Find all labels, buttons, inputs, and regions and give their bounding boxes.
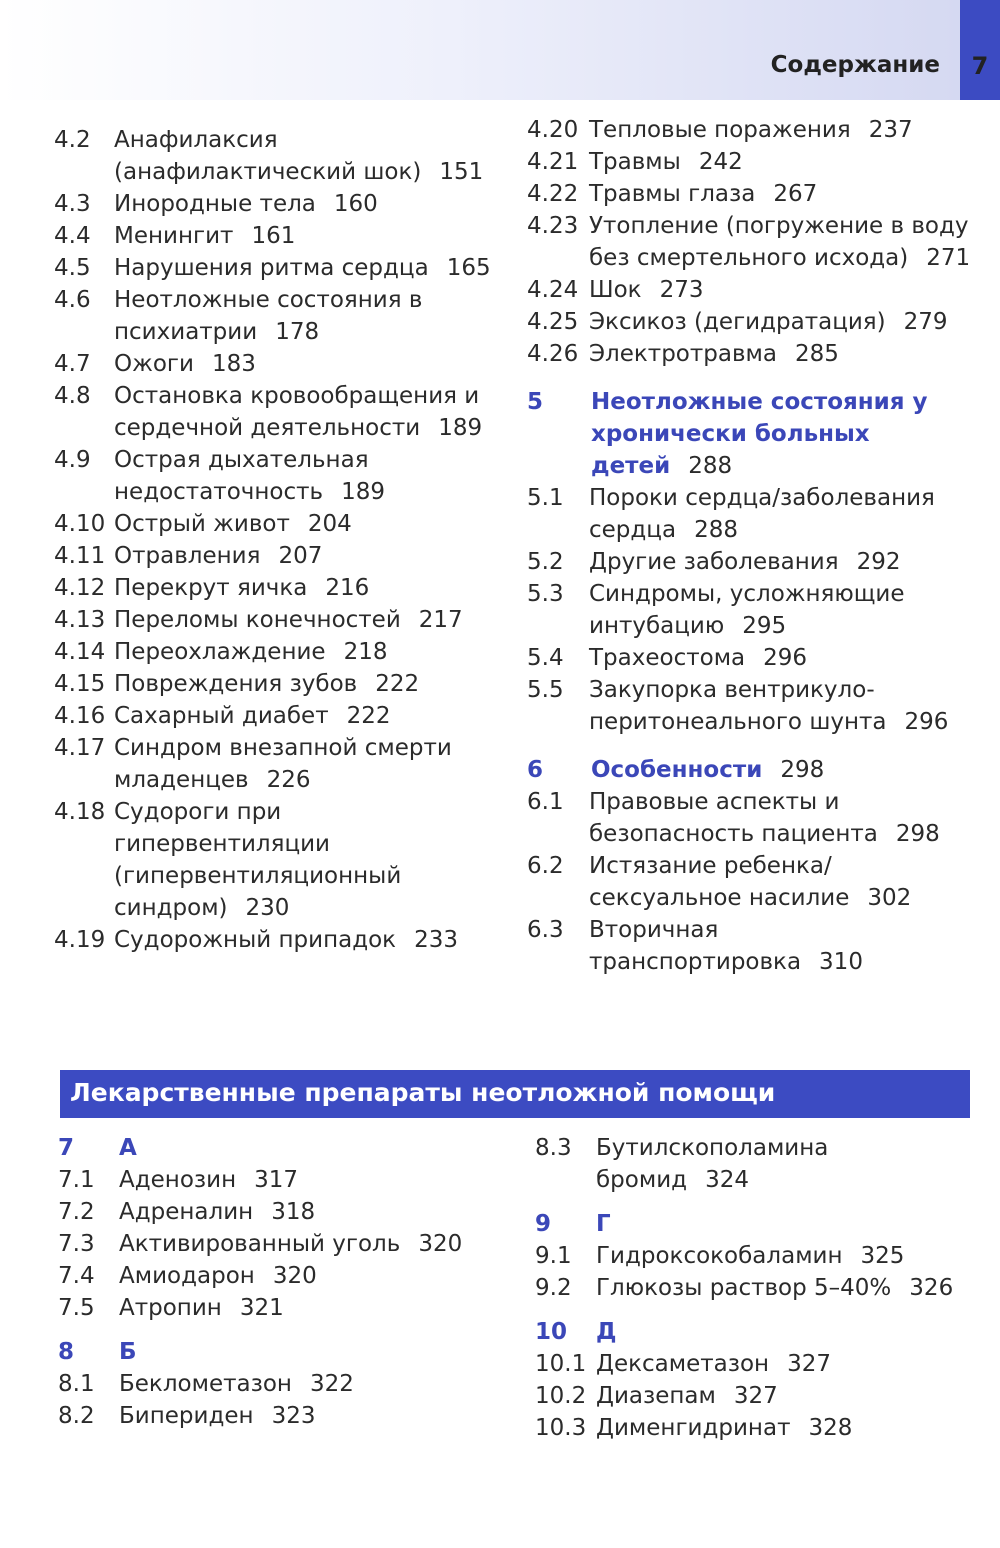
entry-number: 4.26 (527, 341, 579, 367)
entry-page: 320 (418, 1231, 463, 1257)
entry-title: Активированный уголь (119, 1231, 401, 1257)
toc-entry[interactable] (527, 546, 977, 578)
toc-entry[interactable] (58, 1164, 498, 1196)
entry-title: Синдромы, усложняющие интубацию (589, 581, 905, 639)
entry-number: 4.20 (527, 117, 579, 143)
entry-number: 10.3 (535, 1415, 587, 1441)
entry-number: 4.23 (527, 213, 579, 239)
entry-title: Судороги при гипервентиляции (гипервентиляционный синдром) (114, 799, 402, 921)
entry-number: 4.9 (54, 447, 91, 473)
entry-page: 327 (787, 1351, 831, 1377)
entry-title: Пороки сердца/заболевания сердца (589, 485, 935, 543)
entry-page: 273 (659, 277, 704, 303)
entry-page: 288 (694, 517, 738, 543)
chapter-letter: Г (596, 1211, 611, 1237)
entry-title: Шок (589, 277, 642, 303)
entry-number: 4.22 (527, 181, 579, 207)
entry-title: Трахеостома (589, 645, 746, 671)
chapter-letter: Б (119, 1339, 137, 1365)
toc-entry[interactable] (54, 572, 494, 604)
entry-title: Неотложные состояния в психиатрии (114, 287, 423, 345)
toc-entry[interactable] (54, 508, 494, 540)
entry-number: 6.2 (527, 853, 564, 879)
entry-page: 207 (278, 543, 323, 569)
entry-title: Адреналин (119, 1199, 254, 1225)
entry-number: 4.18 (54, 799, 106, 825)
entry-title: Нарушения ритма сердца (114, 255, 429, 281)
letter-heading[interactable] (535, 1316, 975, 1348)
entry-number: 7.1 (58, 1167, 95, 1193)
toc-entry[interactable] (54, 252, 494, 284)
chapter-title: Особенности (591, 757, 763, 783)
toc-entry[interactable] (54, 540, 494, 572)
entry-page: 204 (307, 511, 352, 537)
entry-title: Гидроксокобаламин (596, 1243, 843, 1269)
toc-entry[interactable] (54, 732, 494, 796)
entry-page: 151 (439, 159, 484, 185)
entry-number: 7.5 (58, 1295, 95, 1321)
chapter-number: 7 (58, 1135, 75, 1161)
entry-number: 7.3 (58, 1231, 95, 1257)
entry-page: 322 (309, 1371, 354, 1397)
toc-entry[interactable] (527, 338, 977, 370)
toc-list (535, 1132, 975, 1196)
toc-entry[interactable] (54, 188, 494, 220)
entry-number: 8.3 (535, 1135, 572, 1161)
drugs-section-banner: Лекарственные препараты неотложной помощи (60, 1070, 970, 1118)
entry-page: 178 (275, 319, 320, 345)
entry-page: 222 (375, 671, 420, 697)
entry-page: 302 (867, 885, 912, 911)
toc-left-column (54, 124, 494, 956)
letter-heading[interactable] (535, 1208, 975, 1240)
entry-page: 295 (742, 613, 787, 639)
toc-list (54, 124, 494, 956)
entry-page: 292 (856, 549, 901, 575)
entry-title: Переломы конечностей (114, 607, 401, 633)
entry-title: Ожоги (114, 351, 194, 377)
toc-list (535, 1240, 975, 1304)
toc-entry[interactable] (527, 274, 977, 306)
entry-number: 4.10 (54, 511, 106, 537)
toc-entry[interactable] (527, 482, 977, 546)
toc-entry[interactable] (54, 380, 494, 444)
entry-title: Дексаметазон (596, 1351, 770, 1377)
toc-list (527, 482, 977, 738)
entry-page: 183 (211, 351, 256, 377)
entry-title: Эксикоз (дегидратация) (589, 309, 886, 335)
entry-page: 160 (333, 191, 378, 217)
entry-number: 7.4 (58, 1263, 95, 1289)
chapter-number: 6 (527, 757, 544, 783)
entry-number: 4.17 (54, 735, 106, 761)
entry-number: 4.7 (54, 351, 91, 377)
toc-list (535, 1348, 975, 1444)
entry-title: Острая дыхательная недостаточность (114, 447, 369, 505)
toc-entry[interactable] (527, 210, 977, 274)
entry-title: Вторичная транспортировка (589, 917, 802, 975)
entry-title: Аденозин (119, 1167, 237, 1193)
entry-page: 165 (446, 255, 491, 281)
toc-entry[interactable] (527, 178, 977, 210)
entry-title: Синдром внезапной смерти младенцев (114, 735, 452, 793)
chapter-number: 5 (527, 389, 544, 415)
entry-title: Травмы (589, 149, 681, 175)
entry-page: 233 (414, 927, 458, 953)
entry-page: 226 (266, 767, 311, 793)
entry-title: Переохлаждение (114, 639, 326, 665)
entry-title: Амиодарон (119, 1263, 255, 1289)
toc-entry[interactable] (527, 786, 977, 850)
entry-page: 218 (343, 639, 388, 665)
toc-entry[interactable] (527, 674, 977, 738)
page-number-tab: 7 (960, 0, 1000, 100)
toc-list (58, 1164, 498, 1324)
entry-title: Тепловые поражения (589, 117, 851, 143)
entry-number: 4.19 (54, 927, 106, 953)
toc-entry[interactable] (54, 668, 494, 700)
entry-title: Инородные тела (114, 191, 316, 217)
entry-title: Остановка кровообращения и сердечной деятельности (114, 383, 480, 441)
chapter-heading[interactable] (527, 754, 977, 786)
entry-title: Сахарный диабет (114, 703, 329, 729)
toc-entry[interactable] (54, 700, 494, 732)
entry-title: Закупорка вентрикуло-перитонеального шунта (589, 677, 887, 735)
toc-entry[interactable] (58, 1368, 498, 1400)
entry-page: 242 (698, 149, 743, 175)
entry-number: 8.1 (58, 1371, 95, 1397)
toc-entry[interactable] (527, 114, 977, 146)
entry-title: Повреждения зубов (114, 671, 358, 697)
entry-number: 4.11 (54, 543, 106, 569)
toc-list (527, 786, 977, 978)
toc-entry[interactable] (527, 850, 977, 914)
toc-entry[interactable] (54, 124, 494, 188)
entry-title: Бипериден (119, 1403, 254, 1429)
entry-page: 189 (341, 479, 385, 505)
toc-entry[interactable] (527, 306, 977, 338)
entry-title: Судорожный припадок (114, 927, 397, 953)
toc-entry[interactable] (58, 1196, 498, 1228)
toc-entry[interactable] (527, 146, 977, 178)
entry-title: Истязание ребенка/сексуальное насилие (589, 853, 850, 911)
entry-number: 9.2 (535, 1275, 572, 1301)
toc-entry[interactable] (535, 1240, 975, 1272)
entry-page: 216 (325, 575, 370, 601)
toc-entry[interactable] (54, 220, 494, 252)
entry-page: 296 (763, 645, 808, 671)
toc-entry[interactable] (527, 914, 977, 978)
entry-page: 327 (733, 1383, 778, 1409)
entry-page: 267 (773, 181, 818, 207)
entry-number: 7.2 (58, 1199, 95, 1225)
entry-title: Острый живот (114, 511, 290, 537)
toc-entry[interactable] (527, 578, 977, 642)
chapter-letter: А (119, 1135, 137, 1161)
toc-entry[interactable] (58, 1260, 498, 1292)
entry-title: Утопление (погружение в воду без смертельного исхода) (589, 213, 969, 271)
entry-page: 271 (926, 245, 971, 271)
entry-number: 8.2 (58, 1403, 95, 1429)
entry-number: 4.15 (54, 671, 106, 697)
entry-number: 5.4 (527, 645, 564, 671)
entry-page: 279 (903, 309, 948, 335)
entry-title: Глюкозы раствор 5–40% (596, 1275, 892, 1301)
entry-page: 189 (438, 415, 483, 441)
chapter-title: Неотложные состояния у хронически больных детей (591, 389, 928, 479)
entry-page: 230 (245, 895, 290, 921)
letter-heading[interactable] (58, 1132, 498, 1164)
chapter-letter: Д (596, 1319, 617, 1345)
entry-number: 4.4 (54, 223, 91, 249)
toc-entry[interactable] (54, 284, 494, 348)
entry-title: Дименгидринат (596, 1415, 791, 1441)
entry-title: Травмы глаза (589, 181, 756, 207)
entry-number: 4.3 (54, 191, 91, 217)
toc-list (58, 1368, 498, 1432)
toc-entry[interactable] (58, 1292, 498, 1324)
entry-page: 222 (346, 703, 391, 729)
chapter-page: 288 (688, 453, 733, 479)
entry-page: 318 (271, 1199, 316, 1225)
entry-number: 9.1 (535, 1243, 572, 1269)
entry-number: 4.13 (54, 607, 106, 633)
entry-page: 324 (705, 1167, 749, 1193)
entry-page: 237 (868, 117, 913, 143)
toc-entry[interactable] (58, 1228, 498, 1260)
toc-entry[interactable] (535, 1380, 975, 1412)
entry-number: 5.5 (527, 677, 564, 703)
toc-right-column (527, 114, 977, 978)
entry-number: 4.6 (54, 287, 91, 313)
entry-title: Электротравма (589, 341, 777, 367)
chapter-page: 298 (780, 757, 825, 783)
entry-number: 6.3 (527, 917, 564, 943)
entry-page: 310 (819, 949, 863, 975)
entry-number: 4.8 (54, 383, 91, 409)
drugs-left-column (58, 1132, 498, 1432)
running-header-title: Содержание (770, 52, 940, 78)
toc-entry[interactable] (54, 796, 494, 924)
toc-entry[interactable] (535, 1272, 975, 1304)
entry-page: 323 (271, 1403, 316, 1429)
toc-entry[interactable] (535, 1412, 975, 1444)
entry-page: 326 (909, 1275, 954, 1301)
toc-list (527, 114, 977, 370)
entry-title: Менингит (114, 223, 234, 249)
entry-number: 4.21 (527, 149, 579, 175)
entry-number: 4.5 (54, 255, 91, 281)
entry-page: 161 (251, 223, 296, 249)
drugs-right-column (535, 1132, 975, 1444)
entry-title: Атропин (119, 1295, 222, 1321)
entry-title: Беклометазон (119, 1371, 292, 1397)
toc-entry[interactable] (58, 1400, 498, 1432)
toc-entry[interactable] (54, 348, 494, 380)
toc-entry[interactable] (54, 444, 494, 508)
entry-page: 321 (239, 1295, 284, 1321)
entry-title: Правовые аспекты и безопасность пациента (589, 789, 878, 847)
entry-page: 296 (904, 709, 949, 735)
entry-page: 217 (418, 607, 463, 633)
toc-entry[interactable] (535, 1348, 975, 1380)
toc-entry[interactable] (54, 924, 494, 956)
entry-number: 5.3 (527, 581, 564, 607)
chapter-heading[interactable] (527, 386, 977, 482)
entry-number: 4.2 (54, 127, 91, 153)
page-header (0, 0, 1000, 100)
entry-page: 320 (272, 1263, 317, 1289)
entry-number: 4.25 (527, 309, 579, 335)
entry-title: Анафилаксия (анафилактический шок) (114, 127, 422, 185)
entry-title: Отравления (114, 543, 261, 569)
entry-page: 298 (895, 821, 940, 847)
toc-entry[interactable] (535, 1132, 975, 1196)
entry-page: 325 (860, 1243, 905, 1269)
entry-number: 4.14 (54, 639, 106, 665)
toc-entry[interactable] (54, 636, 494, 668)
entry-title: Перекрут яичка (114, 575, 308, 601)
entry-number: 6.1 (527, 789, 564, 815)
entry-title: Другие заболевания (589, 549, 839, 575)
entry-page: 317 (254, 1167, 299, 1193)
entry-title: Бутилскополамина бромид (596, 1135, 829, 1193)
toc-entry[interactable] (54, 604, 494, 636)
entry-number: 4.12 (54, 575, 106, 601)
chapter-number: 8 (58, 1339, 75, 1365)
toc-entry[interactable] (527, 642, 977, 674)
entry-number: 5.1 (527, 485, 564, 511)
letter-heading[interactable] (58, 1336, 498, 1368)
entry-number: 5.2 (527, 549, 564, 575)
entry-title: Диазепам (596, 1383, 716, 1409)
chapter-number: 10 (535, 1319, 568, 1345)
entry-number: 4.24 (527, 277, 579, 303)
entry-number: 10.1 (535, 1351, 587, 1377)
chapter-number: 9 (535, 1211, 552, 1237)
entry-page: 328 (808, 1415, 853, 1441)
entry-number: 4.16 (54, 703, 106, 729)
entry-number: 10.2 (535, 1383, 587, 1409)
entry-page: 285 (794, 341, 839, 367)
